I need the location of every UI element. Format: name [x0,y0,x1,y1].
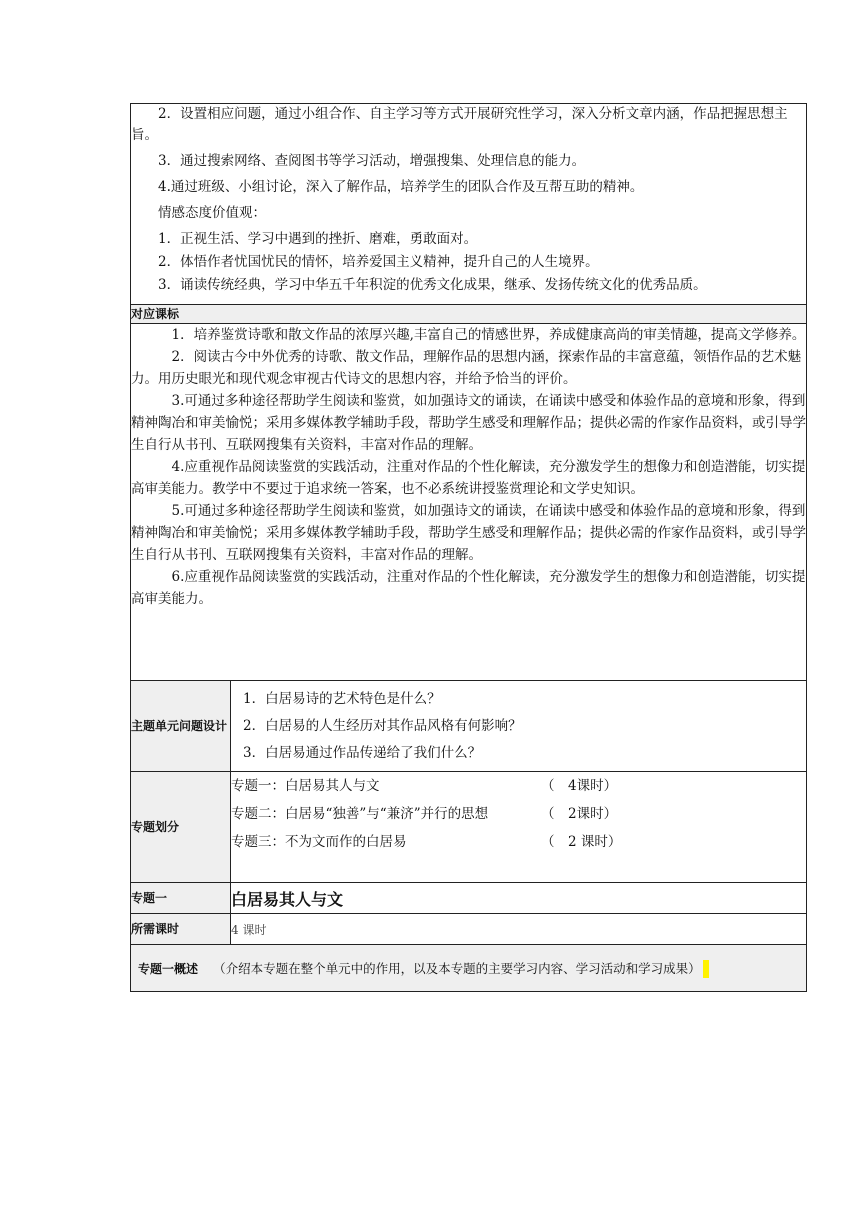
objective-item: 2．设置相应问题，通过小组合作、自主学习等方式开展研究性学习，深入分析文章内涵，作品把握思想主旨。 [131,106,788,143]
question-item: 2．白居易的人生经历对其作品风格有何影响？ [243,718,522,734]
overview-description: （介绍本专题在整个单元中的作用，以及本专题的主要学习内容、学习活动和学习成果） [213,961,701,976]
overview-label: 专题一概述 [138,962,199,976]
standard-item: 4.应重视作品阅读鉴赏的实践活动，注重对作品的个性化解读，充分激发学生的想像力和创造潜能，切实提高审美能力。教学中不要过于追求统一答案，也不必系统讲授鉴赏理论和文学史知识。 [131,459,806,497]
emotion-item: 3．诵读传统经典，学习中华五千年积淀的优秀文化成果，继承、发扬传统文化的优秀品质。 [158,277,707,293]
topic-hours: （ 2 课时） [541,834,622,850]
standard-item: 2．阅读古今中外优秀的诗歌、散文作品，理解作品的思想内涵，探索作品的丰富意蕴，领悟作品的艺术魅力。用历史眼光和现代观念审视古代诗文的思想内容，并给予恰当的评价。 [131,349,802,387]
topic-entry [231,828,806,856]
standard-item: 3.可通过多种途径帮助学生阅读和鉴赏，如加强诗文的诵读，在诵读中感受和体验作品的意境和形象，得到精神陶冶和审美愉悦；采用多媒体教学辅助手段，帮助学生感受和理解作品；提供必需的作家作品资料，或引导学生自行从书刊、互联网搜集有关资料，丰富对作品的理解。 [131,393,806,453]
topic1-hours-row [131,914,807,945]
standards-label-row [131,305,807,324]
question-item: 3．白居易通过作品传递给了我们什么？ [243,745,482,761]
topic-name: 专题二：白居易“独善”与“兼济”并行的思想 [231,806,489,822]
emotion-item: 2．体悟作者忧国忧民的情怀，培养爱国主义精神，提升自己的人生境界。 [158,254,599,270]
topic-name: 专题三：不为文而作的白居易 [231,834,407,850]
lesson-plan-table [130,103,807,992]
topic-name: 专题一：白居易其人与文 [231,778,380,794]
standard-item: 5.可通过多种途径帮助学生阅读和鉴赏，如加强诗文的诵读，在诵读中感受和体验作品的意境和形象，得到精神陶冶和审美愉悦；采用多媒体教学辅助手段，帮助学生感受和理解作品；提供必需的作家作品资料，或引导学生自行从书刊、互联网搜集有关资料，丰富对作品的理解。 [131,503,806,563]
document-page [130,103,806,992]
objectives-row [131,104,807,305]
topic1-title-row [131,883,807,914]
topic-entry [231,772,806,800]
topic-hours: （ 2课时） [541,806,618,822]
objective-item: 3．通过搜索网络、查阅图书等学习活动，增强搜集、处理信息的能力。 [158,153,586,169]
topics-row [131,772,807,883]
questions-row [131,681,807,772]
topic1-overview-row [131,945,807,992]
standard-item: 6.应重视作品阅读鉴赏的实践活动，注重对作品的个性化解读，充分激发学生的想像力和创造潜能，切实提高审美能力。 [131,569,806,607]
topics-label: 专题划分 [131,772,231,883]
topic-entry [231,800,806,828]
emotion-heading: 情感态度价值观： [158,205,266,221]
hours-label: 所需课时 [131,914,231,945]
objective-item: 4.通过班级、小组讨论，深入了解作品，培养学生的团队合作及互帮互助的精神。 [158,179,644,195]
topic1-title: 白居易其人与文 [231,883,807,914]
standards-label: 对应课标 [131,305,807,324]
emotion-item: 1．正视生活、学习中遇到的挫折、磨难，勇敢面对。 [158,231,478,247]
hours-value: 4 课时 [231,914,807,945]
standards-row [131,324,807,681]
questions-label: 主题单元问题设计 [131,681,231,772]
question-item: 1．白居易诗的艺术特色是什么？ [243,691,441,707]
standard-item: 1．培养鉴赏诗歌和散文作品的浓厚兴趣,丰富自己的情感世界，养成健康高尚的审美情趣，提高文学修养。 [171,327,806,343]
topic-hours: （ 4课时） [541,778,618,794]
text-cursor-highlight [703,960,709,978]
topic1-label: 专题一 [131,883,231,914]
